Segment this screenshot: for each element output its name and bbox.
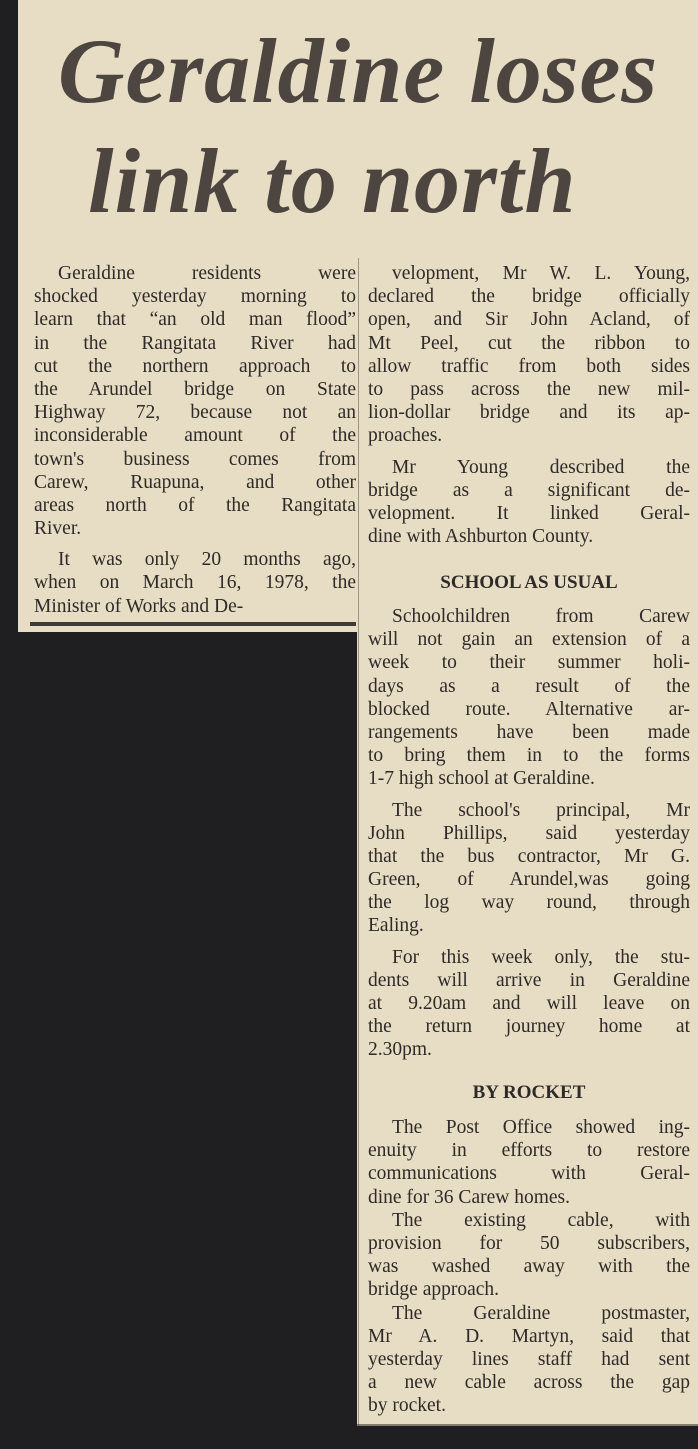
- text-line: by rocket.: [368, 1395, 446, 1417]
- text-line: 2.30pm.: [368, 1039, 432, 1061]
- bottom-rule: [357, 1424, 698, 1426]
- text-line: John Phillips, said yesterday: [368, 822, 690, 844]
- paragraph: [368, 946, 690, 1062]
- text-line: yesterday lines staff had sent: [368, 1348, 690, 1370]
- text-line: Highway 72, because not an: [34, 402, 356, 424]
- text-line: inconsiderable amount of the: [34, 425, 356, 447]
- text-line: allow traffic from both sides: [368, 355, 690, 377]
- subhead-school-as-usual: SCHOOL AS USUAL: [440, 572, 618, 593]
- text-line: that the bus contractor, Mr G.: [368, 845, 690, 867]
- text-line: dine for 36 Carew homes.: [368, 1186, 570, 1208]
- rocket-section: [368, 1116, 690, 1417]
- text-line: declared the bridge officially: [368, 286, 690, 308]
- text-line: cut the northern approach to: [34, 355, 356, 377]
- text-line: The school's principal, Mr: [392, 799, 690, 821]
- paragraph: [368, 799, 690, 938]
- right-column-top: [368, 262, 690, 556]
- text-line: Minister of Works and De-: [34, 595, 244, 617]
- text-line: the Arundel bridge on State: [34, 378, 356, 400]
- text-line: in the Rangitata River had: [34, 332, 356, 354]
- text-line: will not gain an extension of a: [368, 629, 690, 651]
- paragraph: [368, 605, 690, 791]
- subhead-by-rocket: BY ROCKET: [472, 1082, 586, 1103]
- text-line: to bring them in to the forms: [368, 745, 690, 767]
- headline-line-1: Geraldine loses: [58, 20, 659, 122]
- paragraph: [34, 262, 356, 540]
- text-line: lion-dollar bridge and its ap-: [368, 402, 690, 424]
- text-line: blocked route. Alternative ar-: [368, 698, 690, 720]
- text-line: velopment, Mr W. L. Young,: [392, 263, 690, 284]
- paragraph: [34, 548, 356, 618]
- text-line: The Post Office showed ing-: [392, 1117, 690, 1138]
- text-line: Schoolchildren from Carew: [392, 606, 690, 627]
- text-line: Mr A. D. Martyn, said that: [368, 1325, 690, 1347]
- text-line: The Geraldine postmaster,: [392, 1302, 690, 1324]
- text-line: 1-7 high school at Geraldine.: [368, 768, 595, 790]
- text-line: dents will arrive in Geraldine: [368, 969, 690, 991]
- text-line: Carew, Ruapuna, and other: [34, 471, 356, 493]
- school-section: [368, 605, 690, 1070]
- text-line: days as a result of the: [368, 675, 690, 697]
- text-line: communications with Geral-: [368, 1163, 690, 1185]
- text-line: Geraldine residents were: [58, 263, 356, 284]
- text-line: at 9.20am and will leave on: [368, 993, 690, 1014]
- text-line: It was only 20 months ago,: [58, 549, 356, 571]
- headline-line-2: link to north: [88, 130, 577, 232]
- text-line: when on March 16, 1978, the: [34, 572, 356, 594]
- text-line: enuity in efforts to restore: [368, 1140, 690, 1162]
- text-line: The existing cable, with: [392, 1209, 690, 1231]
- text-line: Mt Peel, cut the ribbon to: [368, 332, 690, 354]
- text-line: bridge as a significant de-: [368, 479, 690, 501]
- paragraph: [368, 1209, 690, 1302]
- text-line: dine with Ashburton County.: [368, 526, 594, 548]
- text-line: week to their summer holi-: [368, 652, 690, 674]
- paragraph: [368, 262, 690, 448]
- text-line: bridge approach.: [368, 1279, 500, 1301]
- left-column: [34, 262, 356, 626]
- text-line: shocked yesterday morning to: [34, 286, 356, 308]
- paragraph: [368, 456, 690, 549]
- text-line: proaches.: [368, 425, 443, 447]
- text-line: River.: [34, 518, 82, 540]
- text-line: velopment. It linked Geral-: [368, 502, 690, 524]
- text-line: Ealing.: [368, 915, 424, 937]
- text-line: town's business comes from: [34, 448, 356, 470]
- text-line: areas north of the Rangitata: [34, 494, 356, 516]
- text-line: the log way round, through: [368, 892, 690, 914]
- text-line: to pass across the new mil-: [368, 378, 690, 400]
- text-line: learn that “an old man flood”: [34, 309, 356, 331]
- paragraph: [368, 1302, 690, 1418]
- text-line: open, and Sir John Acland, of: [368, 309, 690, 331]
- column-divider: [358, 258, 359, 1426]
- text-line: Mr Young described the: [392, 456, 690, 478]
- text-line: provision for 50 subscribers,: [368, 1232, 690, 1254]
- text-line: a new cable across the gap: [368, 1372, 690, 1394]
- text-line: the return journey home at: [368, 1016, 690, 1038]
- text-line: For this week only, the stu-: [392, 946, 690, 968]
- paragraph: [368, 1116, 690, 1209]
- text-line: rangements have been made: [368, 721, 690, 743]
- text-line: was washed away with the: [368, 1256, 690, 1278]
- text-line: Green, of Arundel,was going: [368, 869, 690, 891]
